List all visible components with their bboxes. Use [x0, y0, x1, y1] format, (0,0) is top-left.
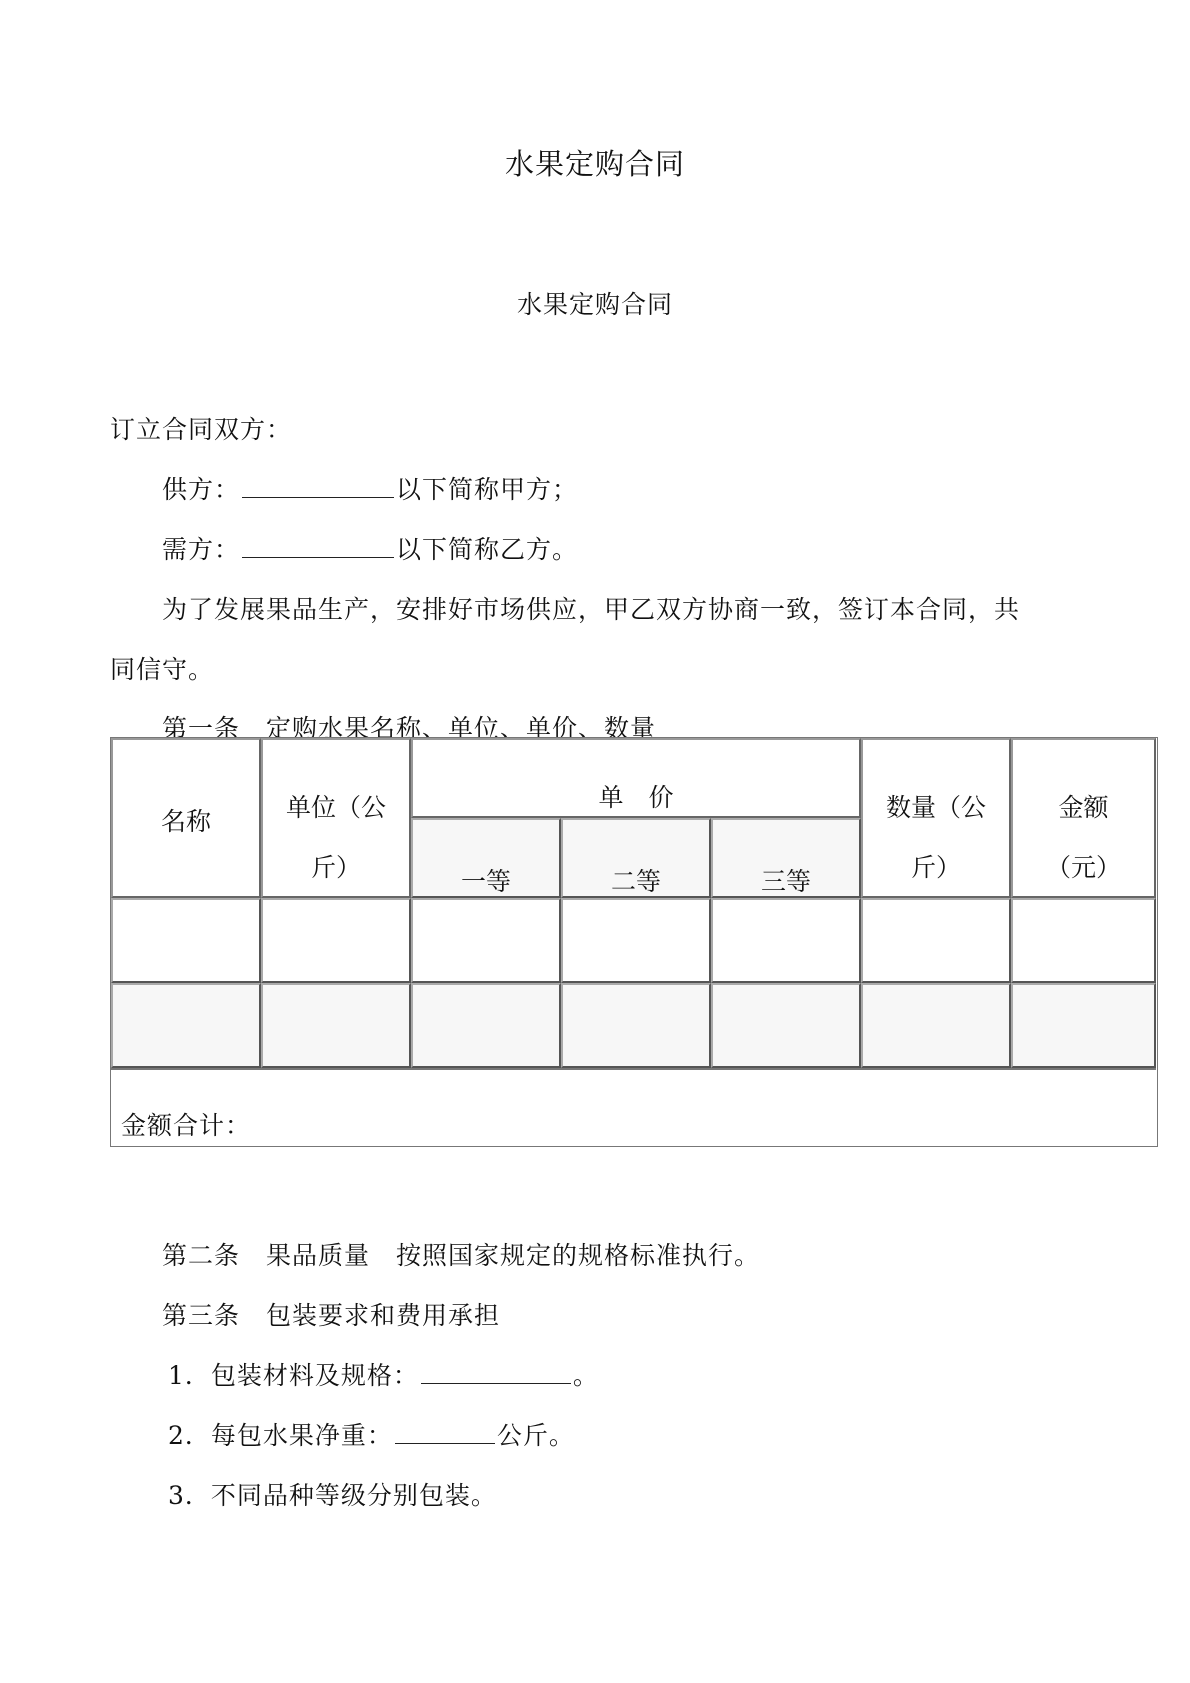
article-2	[162, 1236, 760, 1272]
article-2-number: 第二条	[162, 1241, 241, 1270]
row1-amount-cell[interactable]	[1011, 898, 1156, 983]
row2-unit-cell[interactable]	[261, 983, 411, 1068]
row1-grade2-cell[interactable]	[561, 898, 711, 983]
row2-amount-cell[interactable]	[1011, 983, 1156, 1068]
preamble-line-2: 同信守。	[110, 655, 215, 684]
row1-grade1-cell[interactable]	[411, 898, 561, 983]
header-amount-label-1: 金额	[1058, 793, 1109, 822]
row1-name-cell[interactable]	[111, 898, 261, 983]
item-1	[168, 1356, 599, 1392]
supplier-suffix: 以下简称甲方；	[396, 475, 579, 504]
row2-grade2-cell[interactable]	[561, 983, 711, 1068]
grade-2-label: 二等	[610, 867, 661, 896]
packaging-blank[interactable]	[421, 1361, 571, 1384]
item-1-number: 1．	[168, 1361, 211, 1390]
buyer-blank[interactable]	[242, 535, 394, 558]
article-2-title: 果品质量	[266, 1241, 371, 1270]
buyer-suffix: 以下简称乙方。	[396, 535, 579, 564]
row1-unit-cell[interactable]	[261, 898, 411, 983]
parties-heading: 订立合同双方：	[110, 415, 293, 444]
item-3-text: 不同品种等级分别包装。	[210, 1481, 497, 1510]
total-label: 金额合计：	[121, 1111, 252, 1140]
item-3	[168, 1476, 497, 1512]
article-2-text: 按照国家规定的规格标准执行。	[396, 1241, 761, 1270]
row2-quantity-cell[interactable]	[861, 983, 1011, 1068]
header-quantity-label-2: 斤）	[910, 853, 961, 882]
header-amount-label-2: （元）	[1045, 853, 1121, 882]
row1-quantity-cell[interactable]	[861, 898, 1011, 983]
order-table	[110, 737, 1158, 1147]
header-name	[111, 738, 261, 898]
article-3-number: 第三条	[162, 1301, 241, 1330]
header-unit-label-2: 斤）	[310, 853, 361, 882]
header-quantity-label-1: 数量（公	[885, 793, 986, 822]
header-unit-label-1: 单位（公	[285, 793, 386, 822]
supplier-label: 供方：	[162, 475, 241, 504]
item-1-text: 包装材料及规格：	[210, 1361, 419, 1390]
header-grade-2	[561, 818, 711, 898]
document-title: 水果定购合同	[504, 147, 685, 181]
row2-grade3-cell[interactable]	[711, 983, 861, 1068]
article-1-text: 定购水果名称、单位、单价、数量	[266, 714, 657, 743]
net-weight-blank[interactable]	[395, 1421, 495, 1444]
item-2-suffix: 公斤。	[496, 1421, 575, 1450]
supplier-blank[interactable]	[242, 475, 394, 498]
item-2	[168, 1416, 575, 1452]
row1-grade3-cell[interactable]	[711, 898, 861, 983]
header-grade-1	[411, 818, 561, 898]
total-row[interactable]	[111, 1068, 1156, 1146]
header-price-label: 单 价	[598, 783, 674, 812]
buyer-line	[162, 530, 578, 566]
header-price	[411, 738, 861, 818]
item-1-suffix: 。	[572, 1361, 599, 1390]
item-2-number: 2．	[168, 1421, 211, 1450]
item-3-number: 3．	[168, 1481, 211, 1510]
header-unit	[261, 738, 411, 898]
preamble-line-1: 为了发展果品生产，安排好市场供应，甲乙双方协商一致，签订本合同，共	[162, 595, 1021, 624]
contract-subtitle: 水果定购合同	[516, 290, 673, 319]
header-quantity	[861, 738, 1011, 898]
article-3	[162, 1296, 500, 1332]
article-1-number: 第一条	[162, 714, 241, 743]
row2-name-cell[interactable]	[111, 983, 261, 1068]
grade-3-label: 三等	[760, 867, 811, 896]
header-grade-3	[711, 818, 861, 898]
grade-1-label: 一等	[460, 867, 511, 896]
row2-grade1-cell[interactable]	[411, 983, 561, 1068]
header-amount	[1011, 738, 1156, 898]
item-2-text: 每包水果净重：	[210, 1421, 393, 1450]
article-3-text: 包装要求和费用承担	[266, 1301, 501, 1330]
supplier-line	[162, 470, 578, 506]
header-name-label: 名称	[160, 807, 211, 836]
buyer-label: 需方：	[162, 535, 241, 564]
